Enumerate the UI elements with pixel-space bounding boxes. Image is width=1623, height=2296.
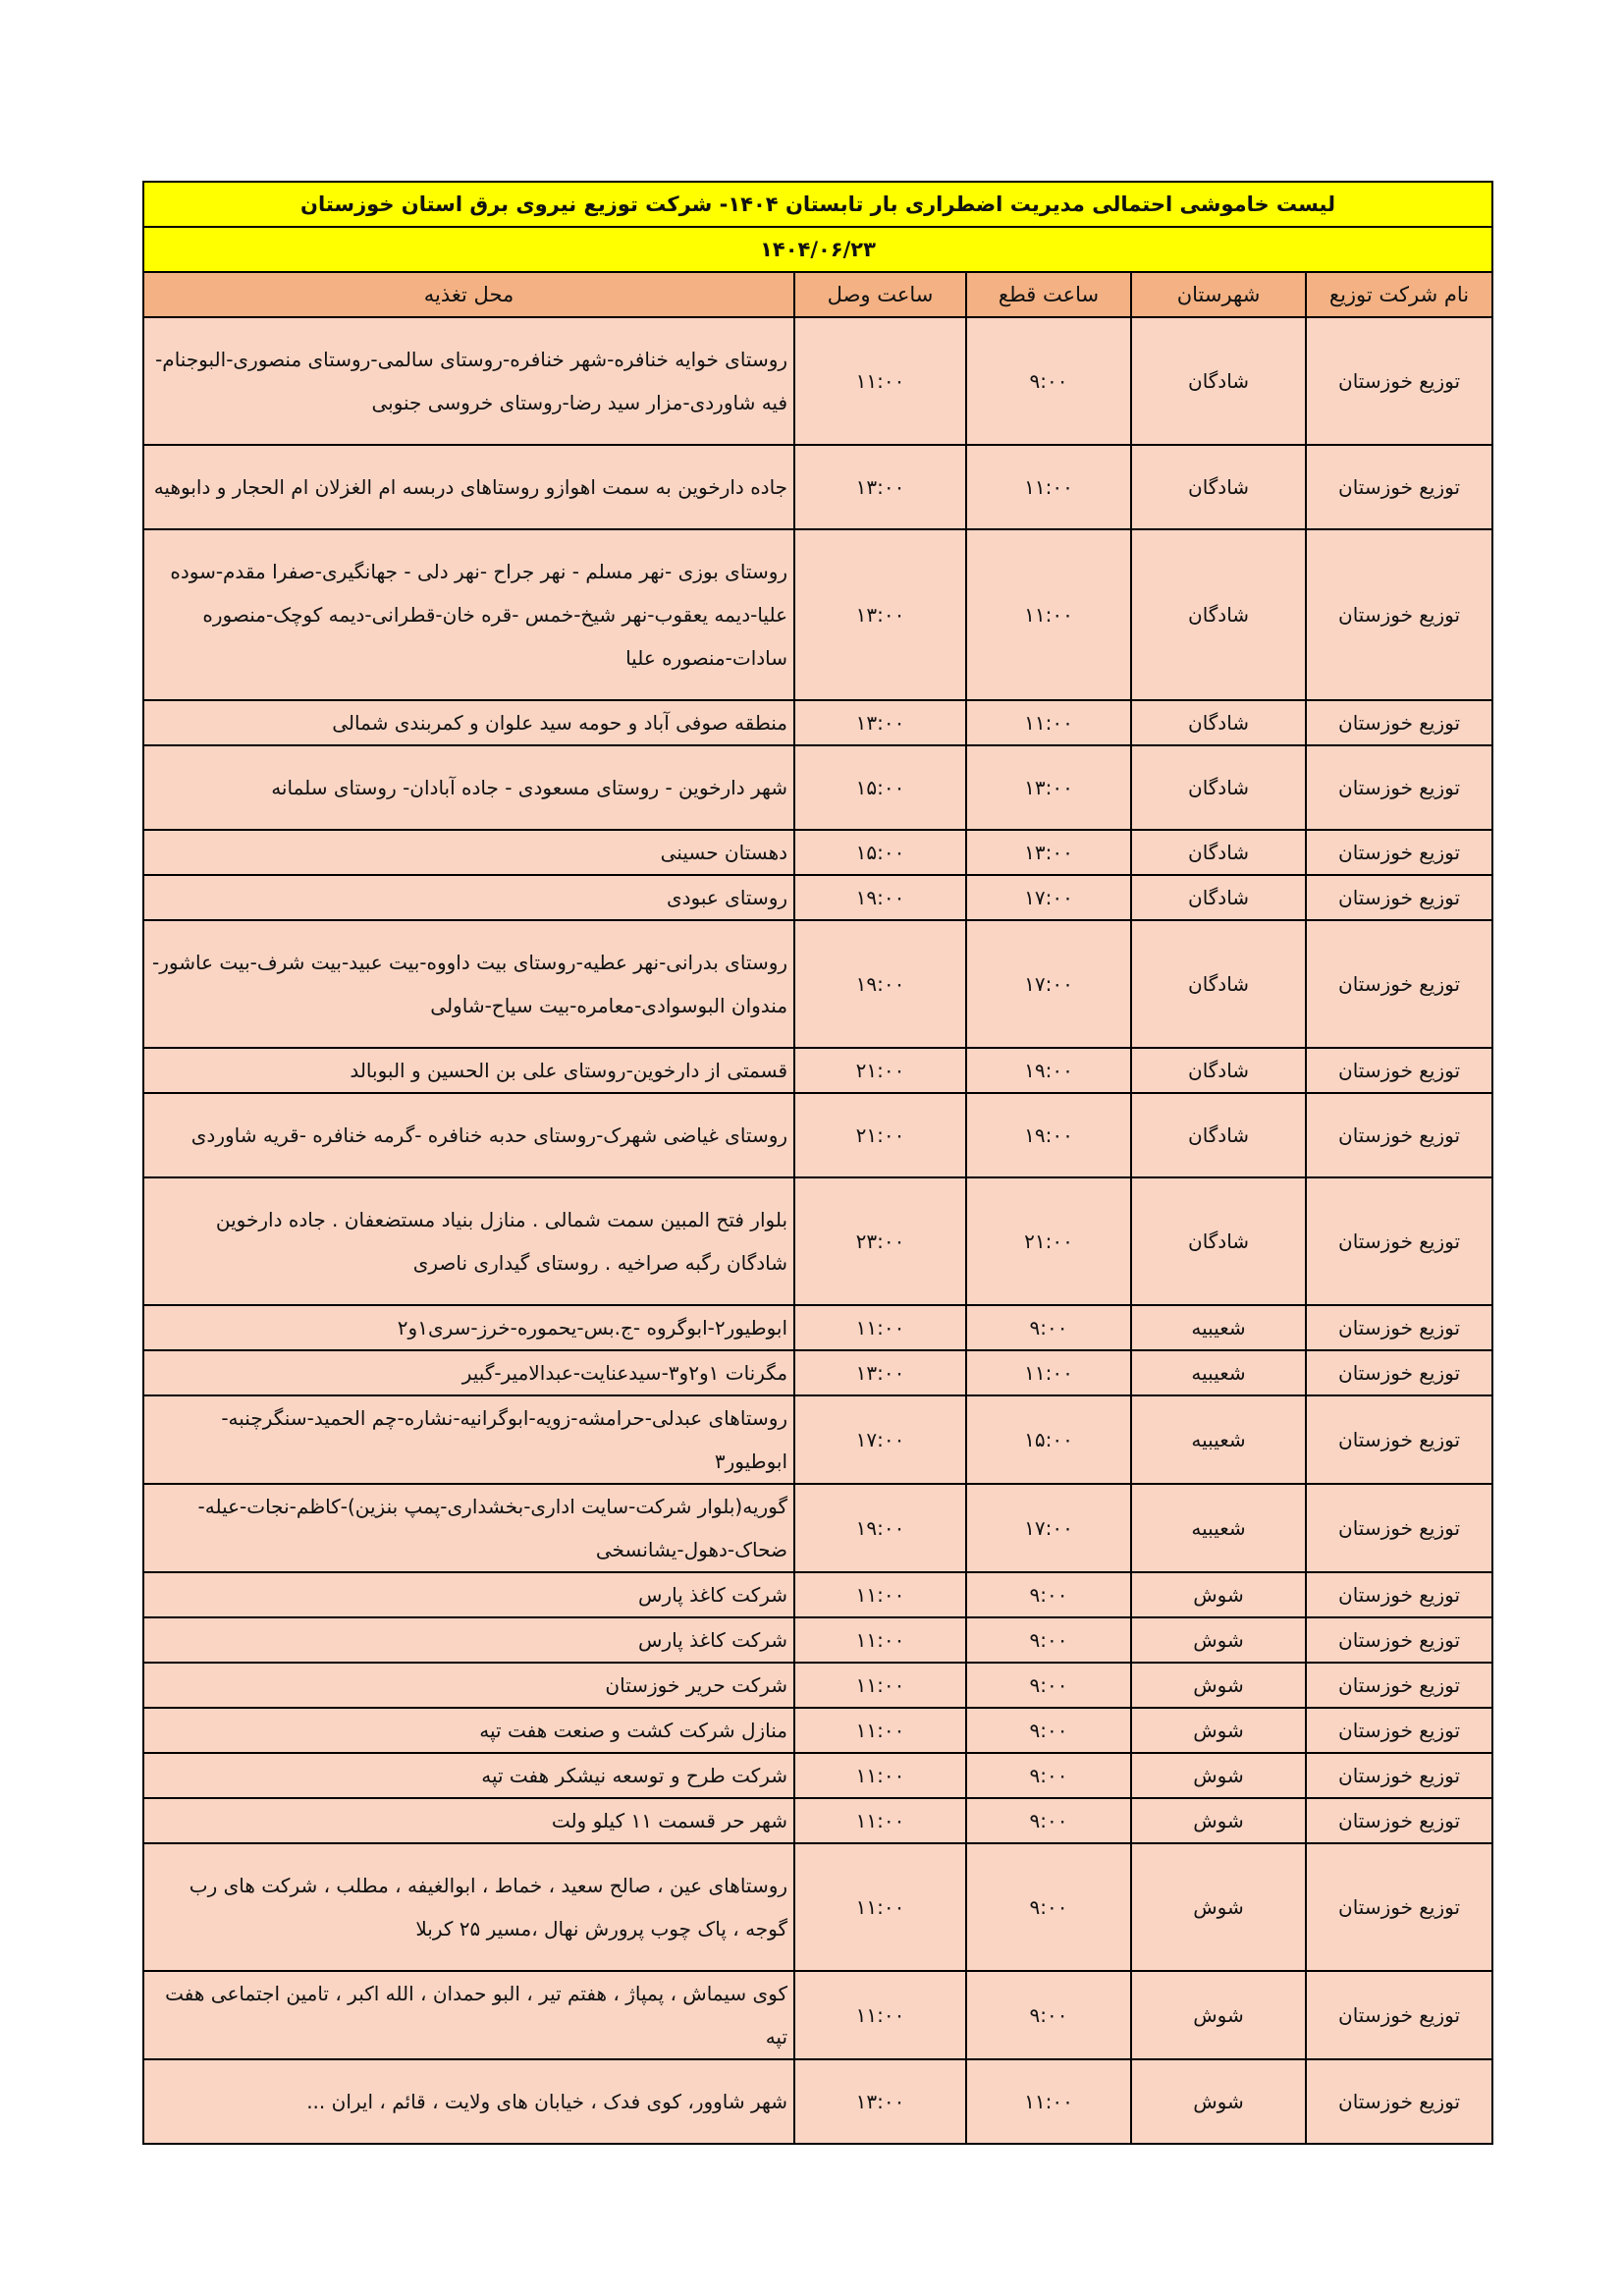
cell-city: شعیبیه: [1131, 1350, 1306, 1395]
cell-city: شادگان: [1131, 830, 1306, 875]
cell-company: توزیع خوزستان: [1306, 1048, 1492, 1093]
cell-location: قسمتی از دارخوین-روستای علی بن الحسین و البوبالد: [143, 1048, 794, 1093]
cell-connect-time: ۱۵:۰۰: [794, 830, 966, 875]
cell-city: شوش: [1131, 1798, 1306, 1843]
document-title: لیست خاموشی احتمالی مدیریت اضطراری بار تابستان ۱۴۰۴- شرکت توزیع نیروی برق استان خوزستان: [143, 182, 1492, 227]
cell-connect-time: ۱۱:۰۰: [794, 1753, 966, 1798]
blackout-schedule-table: [142, 181, 1493, 2145]
cell-city: شوش: [1131, 1663, 1306, 1708]
cell-connect-time: ۱۱:۰۰: [794, 317, 966, 445]
cell-cut-time: ۱۹:۰۰: [966, 1093, 1131, 1177]
cell-location: ابوطیور۲-ابوگروه -ج.بس-یحموره-خرز-سری۱و۲: [143, 1305, 794, 1350]
cell-connect-time: ۱۳:۰۰: [794, 2059, 966, 2144]
cell-cut-time: ۱۷:۰۰: [966, 1484, 1131, 1572]
cell-company: توزیع خوزستان: [1306, 1617, 1492, 1663]
cell-cut-time: ۹:۰۰: [966, 1798, 1131, 1843]
table-row: [143, 745, 1492, 830]
cell-company: توزیع خوزستان: [1306, 445, 1492, 529]
table-row: [143, 445, 1492, 529]
table-row: [143, 1798, 1492, 1843]
cell-company: توزیع خوزستان: [1306, 1572, 1492, 1617]
cell-company: توزیع خوزستان: [1306, 700, 1492, 745]
cell-city: شوش: [1131, 1572, 1306, 1617]
header-row: [143, 272, 1492, 317]
cell-city: شادگان: [1131, 745, 1306, 830]
table-row: [143, 529, 1492, 700]
cell-city: شوش: [1131, 1843, 1306, 1971]
cell-company: توزیع خوزستان: [1306, 1843, 1492, 1971]
cell-city: شادگان: [1131, 317, 1306, 445]
cell-location: بلوار فتح المبین سمت شمالی . منازل بنیاد مستضعفان . جاده دارخوین شادگان رگبه صراخیه . روستای گیداری ناصری: [143, 1177, 794, 1305]
cell-cut-time: ۹:۰۰: [966, 1617, 1131, 1663]
cell-cut-time: ۱۱:۰۰: [966, 2059, 1131, 2144]
header-location: محل تغذیه: [143, 272, 794, 317]
title-row: [143, 182, 1492, 227]
date-row: [143, 227, 1492, 272]
cell-city: شادگان: [1131, 1093, 1306, 1177]
cell-location: مگرنات ۱و۲و۳-سیدعنایت-عبدالامیر-گبیر: [143, 1350, 794, 1395]
cell-connect-time: ۲۳:۰۰: [794, 1177, 966, 1305]
cell-cut-time: ۱۱:۰۰: [966, 529, 1131, 700]
cell-cut-time: ۱۹:۰۰: [966, 1048, 1131, 1093]
cell-connect-time: ۱۱:۰۰: [794, 1663, 966, 1708]
table-row: [143, 1708, 1492, 1753]
cell-location: روستاهای عین ، صالح سعید ، خماط ، ابوالغیفه ، مطلب ، شرکت های رب گوجه ، پاک چوب پرورش نهال ،مسیر ۲۵ کربلا: [143, 1843, 794, 1971]
cell-city: شوش: [1131, 1971, 1306, 2059]
cell-city: شعیبیه: [1131, 1484, 1306, 1572]
cell-connect-time: ۱۹:۰۰: [794, 1484, 966, 1572]
cell-connect-time: ۱۱:۰۰: [794, 1305, 966, 1350]
cell-connect-time: ۲۱:۰۰: [794, 1048, 966, 1093]
cell-city: شادگان: [1131, 700, 1306, 745]
cell-company: توزیع خوزستان: [1306, 529, 1492, 700]
table-row: [143, 1048, 1492, 1093]
cell-city: شادگان: [1131, 445, 1306, 529]
cell-location: روستای خوایه خنافره-شهر خنافره-روستای سالمی-روستای منصوری-البوجنام-فیه شاوردی-مزار سید رضا-روستای خروسی جنوبی: [143, 317, 794, 445]
cell-company: توزیع خوزستان: [1306, 1395, 1492, 1484]
cell-location: جاده دارخوین به سمت اهوازو روستاهای دربسه ام الغزلان ام الحجار و دابوهیه: [143, 445, 794, 529]
table-row: [143, 1484, 1492, 1572]
cell-connect-time: ۱۱:۰۰: [794, 1572, 966, 1617]
cell-location: شرکت حریر خوزستان: [143, 1663, 794, 1708]
cell-cut-time: ۱۱:۰۰: [966, 1350, 1131, 1395]
cell-location: روستای بوزی -نهر مسلم - نهر جراح -نهر دلی - جهانگیری-صفرا مقدم-سوده علیا-دیمه یعقوب-نهر شیخ-خمس -قره خان-قطرانی-دیمه کوچک-منصوره سادات-منصوره علیا: [143, 529, 794, 700]
cell-location: شرکت کاغذ پارس: [143, 1617, 794, 1663]
cell-cut-time: ۱۳:۰۰: [966, 745, 1131, 830]
cell-cut-time: ۹:۰۰: [966, 1971, 1131, 2059]
cell-cut-time: ۹:۰۰: [966, 1753, 1131, 1798]
cell-location: منازل شرکت کشت و صنعت هفت تپه: [143, 1708, 794, 1753]
cell-cut-time: ۹:۰۰: [966, 1572, 1131, 1617]
cell-connect-time: ۱۹:۰۰: [794, 920, 966, 1048]
cell-city: شعیبیه: [1131, 1395, 1306, 1484]
cell-cut-time: ۹:۰۰: [966, 1663, 1131, 1708]
header-company: نام شرکت توزیع: [1306, 272, 1492, 317]
cell-location: روستاهای عبدلی-حرامشه-زویه-ابوگرانیه-نشاره-چم الحمید-سنگرچنبه-ابوطیور۳: [143, 1395, 794, 1484]
cell-connect-time: ۱۱:۰۰: [794, 1617, 966, 1663]
cell-company: توزیع خوزستان: [1306, 1350, 1492, 1395]
cell-cut-time: ۱۷:۰۰: [966, 875, 1131, 920]
cell-company: توزیع خوزستان: [1306, 1663, 1492, 1708]
table-row: [143, 1177, 1492, 1305]
cell-connect-time: ۱۱:۰۰: [794, 1798, 966, 1843]
header-cut-time: ساعت قطع: [966, 272, 1131, 317]
cell-cut-time: ۱۱:۰۰: [966, 445, 1131, 529]
cell-cut-time: ۹:۰۰: [966, 1843, 1131, 1971]
cell-cut-time: ۲۱:۰۰: [966, 1177, 1131, 1305]
cell-connect-time: ۱۳:۰۰: [794, 445, 966, 529]
cell-location: گوریه(بلوار شرکت-سایت اداری-بخشداری-پمپ بنزین)-کاظم-نجات-عیله-ضحاک-دهول-یشانسخی: [143, 1484, 794, 1572]
cell-company: توزیع خوزستان: [1306, 317, 1492, 445]
cell-company: توزیع خوزستان: [1306, 1708, 1492, 1753]
table-row: [143, 1971, 1492, 2059]
cell-company: توزیع خوزستان: [1306, 920, 1492, 1048]
cell-connect-time: ۱۱:۰۰: [794, 1971, 966, 2059]
cell-cut-time: ۱۵:۰۰: [966, 1395, 1131, 1484]
table-row: [143, 920, 1492, 1048]
cell-city: شادگان: [1131, 1177, 1306, 1305]
cell-city: شوش: [1131, 1617, 1306, 1663]
table-row: [143, 1617, 1492, 1663]
cell-city: شادگان: [1131, 1048, 1306, 1093]
cell-connect-time: ۱۳:۰۰: [794, 700, 966, 745]
cell-location: شهر حر قسمت ۱۱ کیلو ولت: [143, 1798, 794, 1843]
table-row: [143, 1843, 1492, 1971]
cell-company: توزیع خوزستان: [1306, 1305, 1492, 1350]
cell-location: روستای غیاضی شهرک-روستای حدبه خنافره -گرمه خنافره -قریه شاوردی: [143, 1093, 794, 1177]
cell-company: توزیع خوزستان: [1306, 830, 1492, 875]
cell-location: شرکت کاغذ پارس: [143, 1572, 794, 1617]
cell-company: توزیع خوزستان: [1306, 875, 1492, 920]
cell-company: توزیع خوزستان: [1306, 2059, 1492, 2144]
cell-location: دهستان حسینی: [143, 830, 794, 875]
table-row: [143, 2059, 1492, 2144]
cell-cut-time: ۹:۰۰: [966, 317, 1131, 445]
cell-connect-time: ۱۷:۰۰: [794, 1395, 966, 1484]
table-row: [143, 1572, 1492, 1617]
cell-city: شوش: [1131, 1708, 1306, 1753]
table-body: [143, 317, 1492, 2144]
table-row: [143, 700, 1492, 745]
cell-cut-time: ۹:۰۰: [966, 1708, 1131, 1753]
cell-location: کوی سیماش ، پمپاژ ، هفتم تیر ، البو حمدان ، الله اکبر ، تامین اجتماعی هفت تپه: [143, 1971, 794, 2059]
cell-cut-time: ۹:۰۰: [966, 1305, 1131, 1350]
cell-company: توزیع خوزستان: [1306, 1484, 1492, 1572]
table-row: [143, 1395, 1492, 1484]
cell-cut-time: ۱۱:۰۰: [966, 700, 1131, 745]
header-connect-time: ساعت وصل: [794, 272, 966, 317]
header-city: شهرستان: [1131, 272, 1306, 317]
cell-cut-time: ۱۳:۰۰: [966, 830, 1131, 875]
cell-location: شرکت طرح و توسعه نیشکر هفت تپه: [143, 1753, 794, 1798]
cell-connect-time: ۱۵:۰۰: [794, 745, 966, 830]
cell-connect-time: ۲۱:۰۰: [794, 1093, 966, 1177]
table-row: [143, 317, 1492, 445]
cell-city: شوش: [1131, 1753, 1306, 1798]
table-row: [143, 1350, 1492, 1395]
cell-company: توزیع خوزستان: [1306, 745, 1492, 830]
cell-connect-time: ۱۳:۰۰: [794, 1350, 966, 1395]
table-row: [143, 830, 1492, 875]
cell-city: شادگان: [1131, 529, 1306, 700]
document-date: ۱۴۰۴/۰۶/۲۳: [143, 227, 1492, 272]
cell-location: روستای عبودی: [143, 875, 794, 920]
cell-connect-time: ۱۳:۰۰: [794, 529, 966, 700]
table-row: [143, 1305, 1492, 1350]
cell-city: شوش: [1131, 2059, 1306, 2144]
table-row: [143, 1753, 1492, 1798]
cell-company: توزیع خوزستان: [1306, 1093, 1492, 1177]
cell-location: روستای بدرانی-نهر عطیه-روستای بیت داووه-بیت عبید-بیت شرف-بیت عاشور-مندوان البوسوادی-معامره-بیت سیاح-شاولی: [143, 920, 794, 1048]
cell-city: شعیبیه: [1131, 1305, 1306, 1350]
table-row: [143, 875, 1492, 920]
cell-cut-time: ۱۷:۰۰: [966, 920, 1131, 1048]
cell-location: منطقه صوفی آباد و حومه سید علوان و کمربندی شمالی: [143, 700, 794, 745]
cell-company: توزیع خوزستان: [1306, 1753, 1492, 1798]
cell-city: شادگان: [1131, 920, 1306, 1048]
table-row: [143, 1663, 1492, 1708]
cell-company: توزیع خوزستان: [1306, 1177, 1492, 1305]
cell-company: توزیع خوزستان: [1306, 1971, 1492, 2059]
cell-location: شهر شاوور، کوی فدک ، خیابان های ولایت ، قائم ، ایران ...: [143, 2059, 794, 2144]
table-row: [143, 1093, 1492, 1177]
cell-company: توزیع خوزستان: [1306, 1798, 1492, 1843]
cell-location: شهر دارخوین - روستای مسعودی - جاده آبادان- روستای سلمانه: [143, 745, 794, 830]
cell-connect-time: ۱۹:۰۰: [794, 875, 966, 920]
cell-connect-time: ۱۱:۰۰: [794, 1708, 966, 1753]
cell-connect-time: ۱۱:۰۰: [794, 1843, 966, 1971]
cell-city: شادگان: [1131, 875, 1306, 920]
